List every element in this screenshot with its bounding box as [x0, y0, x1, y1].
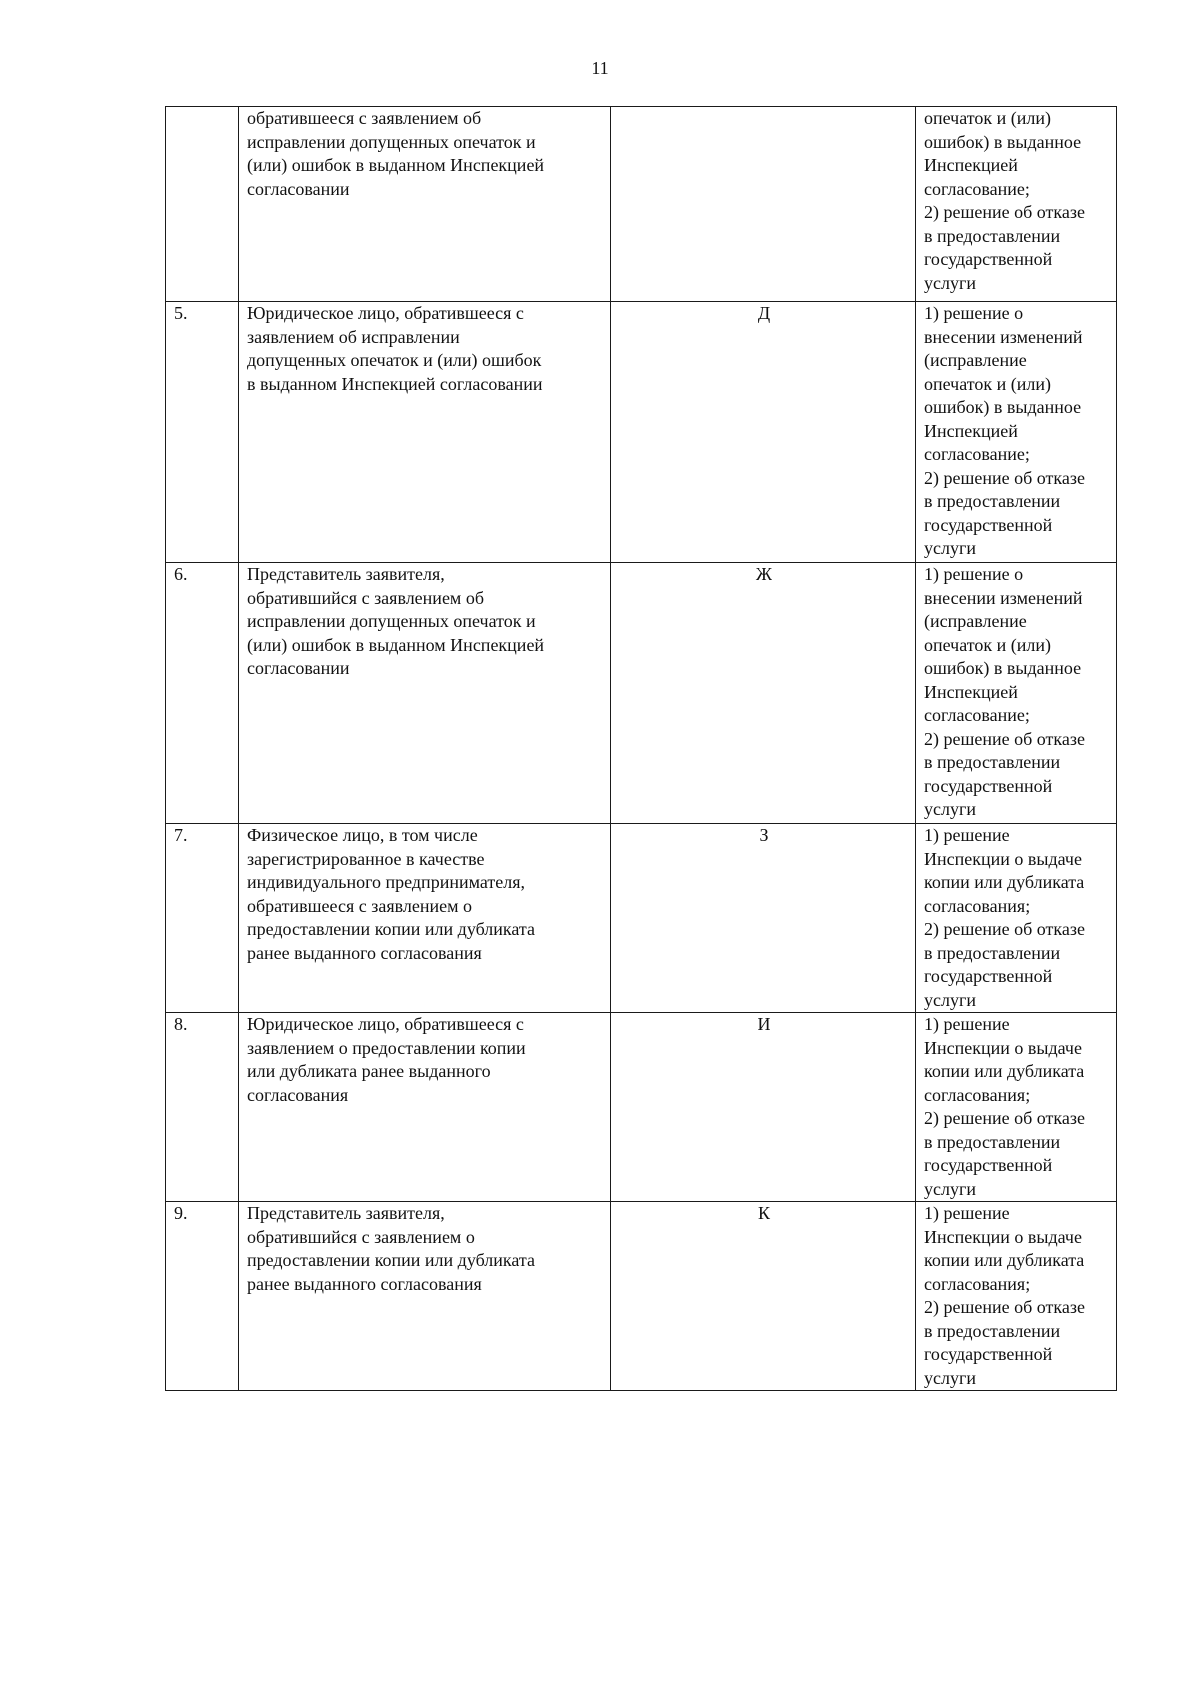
result-line: государственной [924, 775, 1053, 796]
table-row [166, 302, 1117, 563]
result-line: в предоставлении [924, 752, 1061, 772]
applicant-line: или дубликата ранее выданного [247, 1061, 491, 1081]
applicant-line: Представитель заявителя, [247, 1203, 445, 1223]
result-cell [916, 563, 1117, 824]
applicant-line: обратившийся с заявлением об [247, 587, 484, 608]
result-cell [916, 302, 1117, 563]
applicant-line: зарегистрированное в качестве [247, 848, 485, 869]
page-number: 11 [591, 58, 609, 78]
applicant-line: индивидуального предпринимателя, [247, 872, 525, 892]
applicant-line: Юридическое лицо, обратившееся с [247, 303, 524, 323]
result-line: согласования; [924, 1273, 1031, 1294]
result-line: 1) решение о [924, 564, 1024, 584]
applicant-line: ранее выданного согласования [247, 942, 482, 963]
applicant-line: допущенных опечаток и (или) ошибок [247, 350, 542, 370]
applicant-line: заявлением об исправлении [247, 326, 460, 347]
result-line: 2) решение об отказе [924, 1297, 1085, 1317]
result-line: опечаток и (или) [924, 373, 1051, 394]
result-cell [916, 1202, 1117, 1391]
applicant-cell [239, 107, 611, 302]
result-line: услуги [924, 1367, 976, 1388]
result-line: (исправление [924, 611, 1027, 631]
table-row [166, 107, 1117, 302]
result-line: услуги [924, 1178, 976, 1199]
result-line: услуги [924, 989, 976, 1010]
applicant-line: обратившееся с заявлением об [247, 108, 482, 128]
code-cell: И [611, 1013, 916, 1202]
result-line: опечаток и (или) [924, 108, 1051, 128]
result-line: 1) решение [924, 825, 1010, 845]
row-number [166, 107, 239, 302]
applicant-line: ранее выданного согласования [247, 1273, 482, 1294]
applicant-cell [239, 302, 611, 563]
applicant-line: Физическое лицо, в том числе [247, 825, 478, 845]
code-cell: К [611, 1202, 916, 1391]
row-number: 8. [166, 1013, 239, 1202]
applicant-line: предоставлении копии или дубликата [247, 1250, 535, 1270]
applicant-line: обратившийся с заявлением о [247, 1226, 475, 1247]
result-line: 1) решение [924, 1014, 1010, 1034]
result-line: 1) решение [924, 1203, 1010, 1223]
result-line: 2) решение об отказе [924, 1108, 1085, 1128]
applicant-cell [239, 1202, 611, 1391]
result-line: ошибок) в выданное [924, 658, 1082, 678]
result-line: внесении изменений [924, 587, 1083, 608]
result-cell [916, 824, 1117, 1013]
row-number: 6. [166, 563, 239, 824]
result-line: ошибок) в выданное [924, 131, 1082, 152]
applicant-line: предоставлении копии или дубликата [247, 919, 535, 939]
result-line: 2) решение об отказе [924, 728, 1085, 749]
applicant-line: Юридическое лицо, обратившееся с [247, 1014, 524, 1034]
result-line: государственной [924, 1344, 1053, 1364]
result-line: внесении изменений [924, 326, 1083, 347]
applicant-line: согласовании [247, 658, 350, 678]
result-line: ошибок) в выданное [924, 397, 1082, 417]
result-line: согласование; [924, 444, 1030, 464]
applicant-cell [239, 1013, 611, 1202]
table-row [166, 824, 1117, 1013]
code-cell [611, 107, 916, 302]
applicant-variants-table [165, 106, 1117, 1391]
applicant-line: в выданном Инспекцией согласовании [247, 373, 543, 394]
table-row [166, 1013, 1117, 1202]
result-line: опечаток и (или) [924, 634, 1051, 655]
result-line: в предоставлении [924, 942, 1061, 963]
result-line: согласования; [924, 1084, 1031, 1105]
applicant-line: (или) ошибок в выданном Инспекцией [247, 155, 545, 175]
result-line: согласование; [924, 178, 1030, 199]
applicant-line: Представитель заявителя, [247, 564, 445, 584]
result-line: 2) решение об отказе [924, 919, 1085, 939]
result-line: государственной [924, 514, 1053, 535]
result-line: государственной [924, 966, 1053, 986]
row-number: 9. [166, 1202, 239, 1391]
result-line: 2) решение об отказе [924, 202, 1085, 222]
table-row [166, 563, 1117, 824]
applicant-line: согласовании [247, 178, 350, 199]
result-line: услуги [924, 272, 976, 293]
result-line: Инспекции о выдаче [924, 1037, 1082, 1058]
result-line: согласование; [924, 705, 1030, 725]
result-line: (исправление [924, 350, 1027, 370]
code-cell: Д [611, 302, 916, 563]
result-line: Инспекцией [924, 681, 1018, 702]
row-number: 5. [166, 302, 239, 563]
result-cell [916, 1013, 1117, 1202]
applicant-line: согласования [247, 1084, 349, 1105]
table-row [166, 1202, 1117, 1391]
result-line: 2) решение об отказе [924, 467, 1085, 488]
applicant-line: исправлении допущенных опечаток и [247, 131, 536, 152]
row-number: 7. [166, 824, 239, 1013]
applicant-line: обратившееся с заявлением о [247, 895, 472, 916]
applicant-cell [239, 824, 611, 1013]
result-line: в предоставлении [924, 491, 1061, 511]
result-line: в предоставлении [924, 1131, 1061, 1152]
result-line: государственной [924, 249, 1053, 269]
result-line: копии или дубликата [924, 1061, 1085, 1081]
result-line: государственной [924, 1155, 1053, 1175]
result-line: услуги [924, 538, 976, 558]
result-line: Инспекцией [924, 155, 1018, 175]
code-cell: З [611, 824, 916, 1013]
result-line: Инспекции о выдаче [924, 1226, 1082, 1247]
applicant-cell [239, 563, 611, 824]
applicant-line: (или) ошибок в выданном Инспекцией [247, 634, 545, 655]
result-line: 1) решение о [924, 303, 1024, 323]
applicant-line: исправлении допущенных опечаток и [247, 611, 536, 631]
result-cell [916, 107, 1117, 302]
result-line: Инспекции о выдаче [924, 848, 1082, 869]
result-line: Инспекцией [924, 420, 1018, 441]
result-line: в предоставлении [924, 1320, 1061, 1341]
result-line: копии или дубликата [924, 872, 1085, 892]
code-cell: Ж [611, 563, 916, 824]
result-line: копии или дубликата [924, 1250, 1085, 1270]
result-line: согласования; [924, 895, 1031, 916]
applicant-line: заявлением о предоставлении копии [247, 1037, 526, 1058]
result-line: услуги [924, 799, 976, 819]
result-line: в предоставлении [924, 225, 1061, 246]
